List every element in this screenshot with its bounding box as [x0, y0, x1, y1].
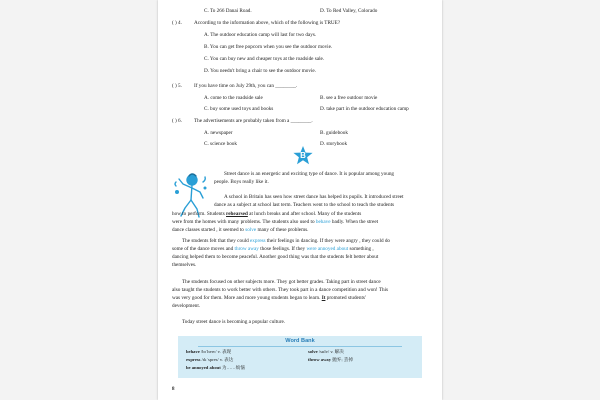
phrase-were-annoyed-about: were annoyed about [306, 246, 349, 252]
word-bank-title: Word Bank [285, 338, 315, 344]
q6-option-a: A. newspaper [204, 130, 233, 136]
section-b-badge [293, 146, 313, 166]
word-bank [178, 336, 422, 378]
q3-option-d: D. To Red Valley, Colorado [320, 8, 378, 14]
word-behave: behave [315, 219, 331, 225]
word-bank-divider [198, 346, 402, 347]
q6-option-d: D. storybook [320, 141, 348, 147]
word-bank-entry: express /ɪkˈspres/ v. 表达 [186, 357, 234, 362]
q5-option-d: D. take part in the outdoor education camp [320, 106, 409, 112]
word-bank-entry: throw away 抛弃; 丢掉 [308, 357, 353, 362]
paragraph-1: Street dance is an energetic and exciting type of dance. It is popular among young people. Boys really like it. [214, 171, 395, 185]
q6-number: ( ) 6. [172, 118, 182, 124]
q5-number: ( ) 5. [172, 83, 182, 89]
word-bank-entry: behave /bɪˈheɪv/ v. 表现 [186, 349, 232, 354]
paragraph-3: The students felt that they could express their feelings in dancing. If they were angry , they could do some of the dance moves and throw away those feelings. If they were annoyed about something , dancing helped them to become peaceful. Another good thing was that the students felt better about themselves. [172, 238, 391, 268]
word-rehearsed: rehearsed [226, 211, 248, 217]
word-bank-entry: be annoyed about 为……烦恼 [186, 365, 245, 370]
q4-option-a: A. The outdoor education camp will last for two days. [204, 32, 317, 38]
paragraph-5: Today street dance is becoming a popular culture. [182, 319, 286, 325]
section-letter: B [300, 151, 306, 160]
q5-option-c: C. buy some used toys and books [204, 106, 274, 112]
q4-option-c: C. You can buy new and cheaper toys at the roadside sale. [204, 56, 325, 62]
word-express: express [250, 238, 266, 244]
q6-option-c: C. science book [204, 141, 237, 147]
q4-question: According to the information above, which of the following is TRUE? [194, 20, 341, 26]
q4-option-b: B. You can get free popcorn when you see the outdoor movie. [204, 44, 333, 50]
q5-question: If you have time on July 29th, you can ________. [194, 83, 298, 89]
paragraph-2-line-2: dance as a subject at school last term. Teachers went to the school to teach the students [214, 202, 395, 208]
page-number: 8 [172, 387, 175, 392]
word-it: It [321, 295, 326, 301]
q6-question: The advertisements are probably taken from a ________. [194, 118, 313, 124]
q4-number: ( ) 4. [172, 20, 182, 26]
phrase-throw-away: throw away [234, 246, 259, 252]
q5-option-b: B. see a free outdoor movie [320, 95, 378, 101]
paragraph-2-start: A school in Britain has seen how street dance has helped its pupils. It introduced street [224, 194, 404, 200]
q6-option-b: B. guidebook [320, 130, 348, 136]
paragraph-4: The students focused on other subjects more. They got better grades. Taking part in street dance also taught the students to work better with others. They took part in a dance competition and won! This was very good for them. More and more young students began to learn. It promoted students' development. [172, 279, 389, 309]
word-solve: solve [245, 227, 257, 233]
q4-option-d: D. You needn't bring a chair to see the outdoor movie. [204, 68, 317, 74]
document-page [158, 0, 442, 400]
q3-option-c: C. To 266 Danai Road. [204, 8, 252, 14]
q5-option-a: A. come to the roadside sale [204, 95, 263, 101]
paragraph-2-rest: how to perform. Students rehearsed at lunch breaks and after school. Many of the students were from the homes with many problems. The students also used to behave badly. When the street dance classes started , it seemed to solve many of these problems. [172, 211, 379, 233]
word-bank-entry: solve /sɒlv/ v. 解决 [308, 349, 344, 354]
